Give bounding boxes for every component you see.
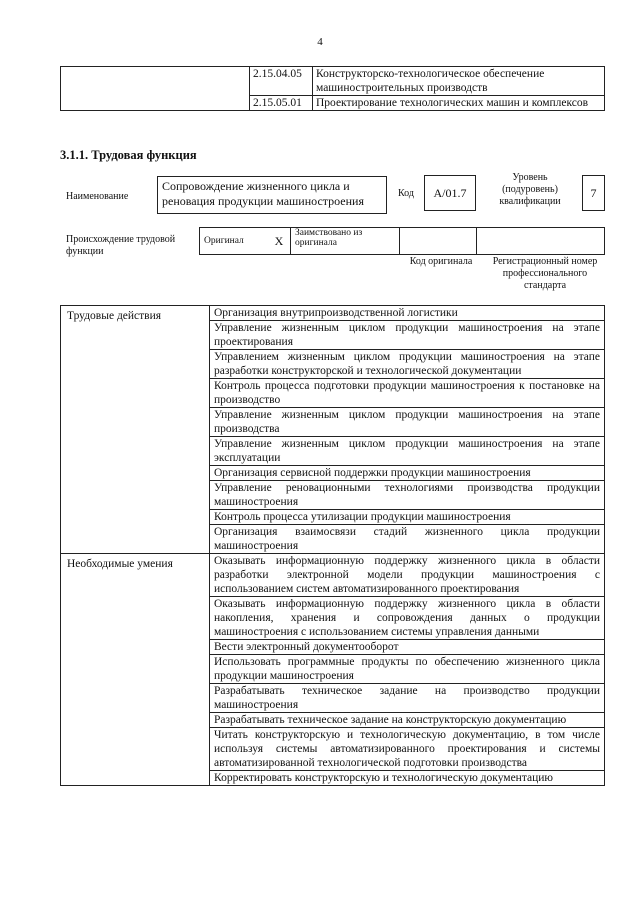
program-name: Проектирование технологических машин и комплексов [313,96,605,111]
skill-item: Оказывать информационную поддержку жизненного цикла в области разработки электронной модели продукции машиностроения с использованием систем автоматизированного проектирования [210,554,605,597]
code-label: Код [398,188,414,199]
labor-actions-label: Трудовые действия [61,306,210,554]
borrowed-label: Заимствовано из оригинала [291,228,400,255]
labor-action: Организация сервисной поддержки продукции машиностроения [210,466,605,481]
origin-table [199,227,605,255]
skill-item: Использовать программные продукты по обеспечению жизненного цикла продукции машиностроения [210,655,605,684]
skill-item: Разрабатывать техническое задание на конструкторскую документацию [210,713,605,728]
table-row [61,306,605,321]
program-code: 2.15.05.01 [250,96,313,111]
table-row [61,554,605,597]
skill-item: Читать конструкторскую и технологическую документацию, в том числе используя системы автоматизированного проектирования и системы автоматизированной технологической подготовки производства [210,728,605,771]
skill-item: Оказывать информационную поддержку жизненного цикла в области накопления, хранения и сопровождения данных о продукции машиностроения с использованием системы управления данными [210,597,605,640]
education-continuation-table [60,66,605,111]
original-label: Оригинал [200,228,269,255]
labor-action: Контроль процесса утилизации продукции машиностроения [210,510,605,525]
function-name-box: Сопровождение жизненного цикла и реновация продукции машиностроения [157,176,387,214]
table-row [200,228,605,255]
program-code: 2.15.04.05 [250,67,313,96]
function-details-table [60,305,605,786]
labor-action: Управление жизненным циклом продукции машиностроения на этапе проектирования [210,321,605,350]
registration-caption: Регистрационный номер профессионального стандарта [492,256,598,291]
code-caption: Код оригинала [409,256,473,267]
skill-item: Разрабатывать техническое задание на производство продукции машиностроения [210,684,605,713]
labor-action: Управление жизненным циклом продукции машиностроения на этапе эксплуатации [210,437,605,466]
page-number: 4 [317,36,323,48]
qualification-level-box: 7 [582,175,605,211]
skill-item: Вести электронный документооборот [210,640,605,655]
origin-label: Происхождение трудовой функции [66,234,176,257]
labor-action: Управление жизненным циклом продукции машиностроения на этапе производства [210,408,605,437]
program-name: Конструкторско-технологическое обеспечение машиностроительных производств [313,67,605,96]
original-mark: X [268,228,291,255]
labor-action: Организация внутрипроизводственной логистики [210,306,605,321]
skill-item: Корректировать конструкторскую и технологическую документацию [210,771,605,786]
labor-action: Контроль процесса подготовки продукции машиностроения к постановке на производство [210,379,605,408]
labor-action: Организация взаимосвязи стадий жизненного цикла продукции машиностроения [210,525,605,554]
table-row [61,67,605,96]
registration-number-cell [477,228,605,255]
blank-cell [61,67,250,111]
name-label: Наименование [66,191,129,202]
section-title: 3.1.1. Трудовая функция [60,148,197,162]
labor-action: Управлением жизненным циклом продукции машиностроения на этапе разработки конструкторской и технологической документации [210,350,605,379]
original-code-cell [400,228,477,255]
function-code-box: A/01.7 [424,175,476,211]
level-label: Уровень (подуровень) квалификации [499,172,561,207]
skills-label: Необходимые умения [61,554,210,786]
labor-action: Управление реновационными технологиями производства продукции машиностроения [210,481,605,510]
